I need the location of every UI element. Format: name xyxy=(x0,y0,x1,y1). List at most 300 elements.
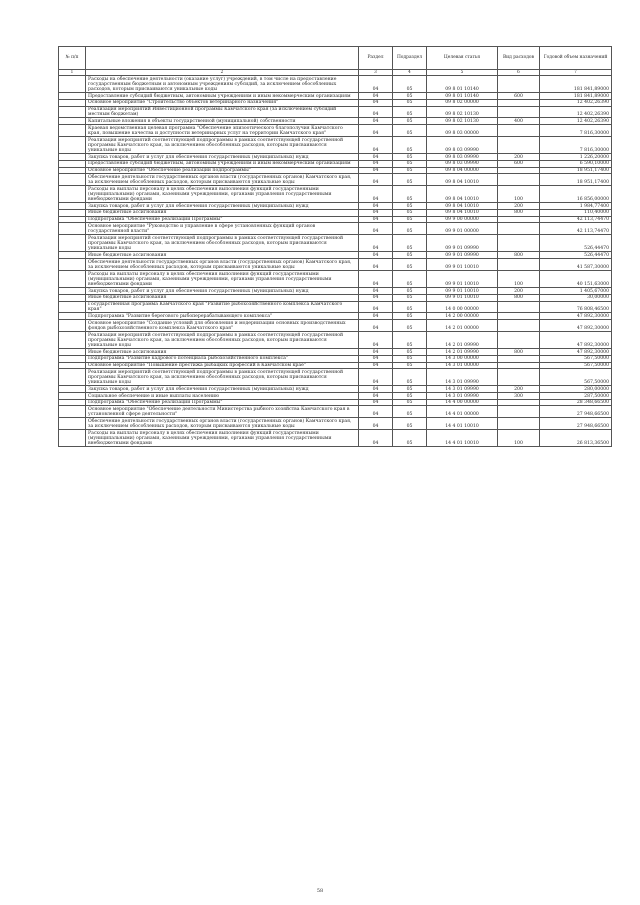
row-expense-type-cell xyxy=(498,301,540,313)
row-podrazdel-cell: 05 xyxy=(393,160,427,167)
row-podrazdel-cell: 05 xyxy=(393,369,427,386)
row-expense-type-cell: 200 xyxy=(498,386,540,393)
row-target-article-cell: 09 9 01 00000 xyxy=(427,223,498,235)
row-target-article-cell: 09 9 00 00000 xyxy=(427,216,498,223)
row-amount-cell: 47 892,30000 xyxy=(540,320,612,332)
header-number: № п/п xyxy=(59,47,86,70)
row-name-cell: Обеспечение деятельности государственных органов власти (государственных органов) Камчатского края, за исключением обособленных расходов, которым присваиваются уникальные коды xyxy=(86,174,359,186)
row-number-cell xyxy=(59,271,86,288)
row-name-cell: Закупка товаров, работ и услуг для обеспечения государственных (муниципальных) нужд xyxy=(86,203,359,210)
header-target-article: Целевая статья xyxy=(427,47,498,70)
row-amount-cell: 181 841,89000 xyxy=(540,93,612,100)
row-podrazdel-cell: 05 xyxy=(393,209,427,216)
row-number-cell xyxy=(59,137,86,154)
row-podrazdel-cell: 05 xyxy=(393,76,427,93)
table-row xyxy=(59,313,612,320)
row-target-article-cell: 09 9 01 10010 xyxy=(427,288,498,295)
row-podrazdel-cell: 05 xyxy=(393,393,427,400)
row-target-article-cell: 14 4 00 00000 xyxy=(427,399,498,406)
row-name-cell: Реализация мероприятий соответствующей подпрограммы в рамках соответствующей государственной программы Камчатского края, за исключением обособленных расходов, которым присваиваются уникальные коды xyxy=(86,369,359,386)
row-expense-type-cell xyxy=(498,406,540,418)
row-amount-cell: 47 892,30000 xyxy=(540,349,612,356)
row-amount-cell: 12 402,26390 xyxy=(540,118,612,125)
table-row xyxy=(59,203,612,210)
row-number-cell xyxy=(59,154,86,161)
row-number-cell xyxy=(59,301,86,313)
budget-table-page xyxy=(58,46,611,447)
row-target-article-cell: 09 8 04 10010 xyxy=(427,186,498,203)
row-razdel-cell: 04 xyxy=(359,223,393,235)
row-name-cell: Основное мероприятие "Руководство и управление в сфере установленных функций органов государственной власти" xyxy=(86,223,359,235)
row-expense-type-cell xyxy=(498,259,540,271)
table-row xyxy=(59,294,612,301)
row-number-cell xyxy=(59,216,86,223)
row-razdel-cell: 04 xyxy=(359,313,393,320)
row-razdel-cell: 04 xyxy=(359,386,393,393)
row-razdel-cell: 04 xyxy=(359,406,393,418)
row-number-cell xyxy=(59,406,86,418)
row-expense-type-cell: 100 xyxy=(498,271,540,288)
row-expense-type-cell: 200 xyxy=(498,154,540,161)
row-expense-type-cell xyxy=(498,137,540,154)
row-number-cell xyxy=(59,209,86,216)
table-row xyxy=(59,154,612,161)
row-podrazdel-cell: 05 xyxy=(393,313,427,320)
row-podrazdel-cell: 05 xyxy=(393,362,427,369)
row-expense-type-cell: 800 xyxy=(498,209,540,216)
row-name-cell: Предоставление субсидий бюджетным, автономным учреждениям и иным некоммерческим организациям xyxy=(86,93,359,100)
row-podrazdel-cell: 05 xyxy=(393,259,427,271)
row-razdel-cell: 04 xyxy=(359,154,393,161)
row-razdel-cell: 04 xyxy=(359,186,393,203)
row-amount-cell: 6 590,10000 xyxy=(540,160,612,167)
table-row xyxy=(59,288,612,295)
row-target-article-cell: 14 2 01 09990 xyxy=(427,332,498,349)
row-amount-cell: 30,00000 xyxy=(540,294,612,301)
row-razdel-cell: 04 xyxy=(359,399,393,406)
header-podrazdel: Подраздел xyxy=(393,47,427,70)
row-razdel-cell: 04 xyxy=(359,393,393,400)
row-number-cell xyxy=(59,313,86,320)
row-razdel-cell: 04 xyxy=(359,93,393,100)
table-row xyxy=(59,349,612,356)
row-podrazdel-cell: 05 xyxy=(393,271,427,288)
row-razdel-cell: 04 xyxy=(359,203,393,210)
row-podrazdel-cell: 05 xyxy=(393,399,427,406)
row-target-article-cell: 14 3 01 09990 xyxy=(427,393,498,400)
row-podrazdel-cell: 05 xyxy=(393,386,427,393)
row-name-cell: Подпрограмма "Обеспечение реализации Программы" xyxy=(86,399,359,406)
table-row xyxy=(59,386,612,393)
table-row xyxy=(59,320,612,332)
row-razdel-cell: 04 xyxy=(359,349,393,356)
row-razdel-cell: 04 xyxy=(359,216,393,223)
row-amount-cell: 1 226,20000 xyxy=(540,154,612,161)
table-row xyxy=(59,118,612,125)
table-row xyxy=(59,216,612,223)
row-name-cell: Основное мероприятие "Создание условий для обновления и модернизации основных производственных фондов рыбохозяйственного комплекса Камчатского края" xyxy=(86,320,359,332)
page-number: 58 xyxy=(316,888,324,894)
row-expense-type-cell: 200 xyxy=(498,288,540,295)
row-razdel-cell: 04 xyxy=(359,106,393,118)
row-podrazdel-cell: 05 xyxy=(393,174,427,186)
row-razdel-cell: 04 xyxy=(359,332,393,349)
header-razdel: Раздел xyxy=(359,47,393,70)
row-target-article-cell: 09 8 04 10010 xyxy=(427,203,498,210)
table-row xyxy=(59,93,612,100)
row-expense-type-cell xyxy=(498,106,540,118)
row-number-cell xyxy=(59,203,86,210)
row-razdel-cell: 04 xyxy=(359,174,393,186)
row-number-cell xyxy=(59,160,86,167)
row-amount-cell: 1 405,67000 xyxy=(540,288,612,295)
row-podrazdel-cell: 05 xyxy=(393,137,427,154)
row-razdel-cell: 04 xyxy=(359,320,393,332)
table-row xyxy=(59,76,612,93)
header-expense-type: Вид расходов xyxy=(498,47,540,70)
row-name-cell: Предоставление субсидий бюджетным, автономным учреждениям и иным некоммерческим организациям xyxy=(86,160,359,167)
table-row xyxy=(59,223,612,235)
row-target-article-cell: 09 8 03 09990 xyxy=(427,154,498,161)
table-row xyxy=(59,137,612,154)
row-expense-type-cell xyxy=(498,99,540,106)
header-name xyxy=(86,47,359,70)
row-number-cell xyxy=(59,288,86,295)
table-row xyxy=(59,259,612,271)
row-number-cell xyxy=(59,223,86,235)
table-row xyxy=(59,235,612,252)
row-expense-type-cell: 800 xyxy=(498,349,540,356)
row-target-article-cell: 09 8 03 09990 xyxy=(427,137,498,154)
row-podrazdel-cell: 05 xyxy=(393,106,427,118)
row-target-article-cell: 14 4 01 00000 xyxy=(427,406,498,418)
row-expense-type-cell xyxy=(498,313,540,320)
row-amount-cell: 7 816,30000 xyxy=(540,125,612,137)
row-podrazdel-cell: 05 xyxy=(393,118,427,125)
row-amount-cell: 18 951,17400 xyxy=(540,174,612,186)
table-row xyxy=(59,393,612,400)
row-expense-type-cell xyxy=(498,167,540,174)
row-expense-type-cell: 600 xyxy=(498,93,540,100)
row-target-article-cell: 14 2 01 00000 xyxy=(427,320,498,332)
row-podrazdel-cell: 05 xyxy=(393,430,427,447)
row-name-cell: Реализация мероприятий Инвестиционной программы Камчатского края (за исключением субсидий местным бюджетам) xyxy=(86,106,359,118)
row-podrazdel-cell: 05 xyxy=(393,154,427,161)
row-razdel-cell: 04 xyxy=(359,294,393,301)
table-row xyxy=(59,301,612,313)
row-amount-cell: 12 402,26390 xyxy=(540,106,612,118)
row-number-cell xyxy=(59,259,86,271)
row-name-cell: Основное мероприятие "Строительство объектов ветеринарного назначения" xyxy=(86,99,359,106)
table-row xyxy=(59,355,612,362)
row-podrazdel-cell: 05 xyxy=(393,223,427,235)
row-target-article-cell: 14 2 00 00000 xyxy=(427,313,498,320)
row-number-cell xyxy=(59,393,86,400)
row-name-cell: Обеспечение деятельности государственных органов власти (государственных органов) Камчатского края, за исключением обособленных расходов, которым присваиваются уникальные коды xyxy=(86,418,359,430)
row-target-article-cell: 09 8 04 10010 xyxy=(427,174,498,186)
row-target-article-cell: 14 2 01 09990 xyxy=(427,349,498,356)
row-amount-cell: 280,00000 xyxy=(540,386,612,393)
row-name-cell: Краевая ведомственная целевая программа "Обеспечение эпизоотического благополучия Камчатского края, повышение качества и доступности ветеринарных услуг на территории Камчатского края" xyxy=(86,125,359,137)
row-amount-cell: 287,50000 xyxy=(540,393,612,400)
table-row xyxy=(59,252,612,259)
row-podrazdel-cell: 05 xyxy=(393,332,427,349)
row-target-article-cell: 14 3 01 09990 xyxy=(427,386,498,393)
row-number-cell xyxy=(59,118,86,125)
row-razdel-cell: 04 xyxy=(359,430,393,447)
row-amount-cell: 567,50000 xyxy=(540,362,612,369)
column-number: 2 xyxy=(86,70,359,76)
row-amount-cell: 47 892,30000 xyxy=(540,313,612,320)
row-amount-cell: 526,44470 xyxy=(540,235,612,252)
row-amount-cell: 110,40000 xyxy=(540,209,612,216)
row-amount-cell: 567,50000 xyxy=(540,355,612,362)
row-razdel-cell: 04 xyxy=(359,76,393,93)
row-name-cell: Расходы на выплаты персоналу в целях обеспечения выполнения функций государственными (муниципальными) органами, казенными учреждениями, органами управления государственными внебюджетными фондами xyxy=(86,430,359,447)
row-podrazdel-cell: 05 xyxy=(393,320,427,332)
row-name-cell: Социальное обеспечение и иные выплаты населению xyxy=(86,393,359,400)
row-name-cell: Государственная программа Камчатского края "Развитие рыбохозяйственного комплекса Камчатского края" xyxy=(86,301,359,313)
row-amount-cell: 26 813,36500 xyxy=(540,430,612,447)
row-target-article-cell: 09 8 02 00000 xyxy=(427,99,498,106)
row-podrazdel-cell: 05 xyxy=(393,99,427,106)
row-expense-type-cell xyxy=(498,369,540,386)
row-expense-type-cell: 600 xyxy=(498,160,540,167)
row-podrazdel-cell: 05 xyxy=(393,167,427,174)
row-name-cell: Расходы на выплаты персоналу в целях обеспечения выполнения функций государственными (муниципальными) органами, казенными учреждениями, органами управления государственными внебюджетными фондами xyxy=(86,271,359,288)
row-target-article-cell: 09 9 01 10010 xyxy=(427,271,498,288)
row-expense-type-cell xyxy=(498,418,540,430)
header-annual-amount: Годовой объем назначений xyxy=(540,47,612,70)
row-razdel-cell: 04 xyxy=(359,167,393,174)
table-row xyxy=(59,174,612,186)
row-target-article-cell: 14 4 01 10010 xyxy=(427,430,498,447)
row-amount-cell: 181 841,89000 xyxy=(540,76,612,93)
row-number-cell xyxy=(59,399,86,406)
row-target-article-cell: 09 8 01 10140 xyxy=(427,76,498,93)
table-row xyxy=(59,209,612,216)
row-target-article-cell: 14 3 00 00000 xyxy=(427,355,498,362)
row-number-cell xyxy=(59,349,86,356)
row-expense-type-cell xyxy=(498,355,540,362)
row-expense-type-cell: 200 xyxy=(498,203,540,210)
row-amount-cell: 16 856,00000 xyxy=(540,186,612,203)
row-target-article-cell: 09 9 01 10010 xyxy=(427,294,498,301)
row-number-cell xyxy=(59,174,86,186)
row-target-article-cell: 14 3 01 00000 xyxy=(427,362,498,369)
row-number-cell xyxy=(59,362,86,369)
row-number-cell xyxy=(59,235,86,252)
row-amount-cell: 1 984,77400 xyxy=(540,203,612,210)
row-podrazdel-cell: 05 xyxy=(393,216,427,223)
column-number: 7 xyxy=(540,70,612,76)
row-podrazdel-cell: 05 xyxy=(393,235,427,252)
row-expense-type-cell: 800 xyxy=(498,294,540,301)
row-name-cell: Основное мероприятие "Повышение престижа рыбацких профессий в Камчатском крае" xyxy=(86,362,359,369)
column-number: 6 xyxy=(498,70,540,76)
table-row xyxy=(59,167,612,174)
row-number-cell xyxy=(59,369,86,386)
row-expense-type-cell xyxy=(498,332,540,349)
row-number-cell xyxy=(59,332,86,349)
row-name-cell: Расходы на обеспечение деятельности (оказание услуг) учреждений, в том числе на предоставление государственным бюджетным и автономным учреждениям субсидий, за исключением обособленных расходов, которым присваиваются уникальные коды xyxy=(86,76,359,93)
row-name-cell: Основное мероприятие "Обеспечение реализации подпрограммы" xyxy=(86,167,359,174)
row-number-cell xyxy=(59,355,86,362)
row-razdel-cell: 04 xyxy=(359,118,393,125)
row-expense-type-cell: 800 xyxy=(498,252,540,259)
row-expense-type-cell xyxy=(498,125,540,137)
row-podrazdel-cell: 05 xyxy=(393,294,427,301)
row-podrazdel-cell: 05 xyxy=(393,125,427,137)
row-razdel-cell: 04 xyxy=(359,99,393,106)
row-target-article-cell: 09 8 02 10130 xyxy=(427,106,498,118)
row-podrazdel-cell: 05 xyxy=(393,301,427,313)
row-target-article-cell: 09 8 03 00000 xyxy=(427,125,498,137)
row-amount-cell: 42 113,74470 xyxy=(540,216,612,223)
row-number-cell xyxy=(59,125,86,137)
row-expense-type-cell: 100 xyxy=(498,186,540,203)
table-row xyxy=(59,125,612,137)
row-name-cell: Подпрограмма "Обеспечение реализации Программы" xyxy=(86,216,359,223)
table-row xyxy=(59,406,612,418)
table-row xyxy=(59,160,612,167)
row-target-article-cell: 09 8 02 10130 xyxy=(427,118,498,125)
row-name-cell: Иные бюджетные ассигнования xyxy=(86,349,359,356)
row-target-article-cell: 14 0 00 00000 xyxy=(427,301,498,313)
row-razdel-cell: 04 xyxy=(359,301,393,313)
row-amount-cell: 18 951,17400 xyxy=(540,167,612,174)
row-name-cell: Иные бюджетные ассигнования xyxy=(86,294,359,301)
row-razdel-cell: 04 xyxy=(359,418,393,430)
table-row xyxy=(59,418,612,430)
row-amount-cell: 7 816,30000 xyxy=(540,137,612,154)
row-expense-type-cell xyxy=(498,174,540,186)
column-number: 5 xyxy=(427,70,498,76)
row-razdel-cell: 04 xyxy=(359,252,393,259)
row-number-cell xyxy=(59,167,86,174)
row-number-cell xyxy=(59,93,86,100)
row-podrazdel-cell: 05 xyxy=(393,93,427,100)
table-row xyxy=(59,99,612,106)
row-expense-type-cell xyxy=(498,76,540,93)
row-podrazdel-cell: 05 xyxy=(393,418,427,430)
row-razdel-cell: 04 xyxy=(359,160,393,167)
row-name-cell: Закупка товаров, работ и услуг для обеспечения государственных (муниципальных) нужд xyxy=(86,288,359,295)
column-number: 3 xyxy=(359,70,393,76)
row-razdel-cell: 04 xyxy=(359,259,393,271)
row-razdel-cell: 04 xyxy=(359,125,393,137)
row-target-article-cell: 14 3 01 09990 xyxy=(427,369,498,386)
row-amount-cell: 12 402,26390 xyxy=(540,99,612,106)
row-name-cell: Основное мероприятие "Обеспечение деятельности Министерства рыбного хозяйства Камчатского края в установленной сфере деятельности" xyxy=(86,406,359,418)
row-name-cell: Реализация мероприятий соответствующей подпрограммы в рамках соответствующей государственной программы Камчатского края, за исключением обособленных расходов, которым присваиваются уникальные коды xyxy=(86,137,359,154)
row-podrazdel-cell: 05 xyxy=(393,349,427,356)
row-name-cell: Закупка товаров, работ и услуг для обеспечения государственных (муниципальных) нужд xyxy=(86,154,359,161)
table-row xyxy=(59,271,612,288)
row-expense-type-cell xyxy=(498,216,540,223)
row-razdel-cell: 04 xyxy=(359,369,393,386)
row-amount-cell: 27 948,66500 xyxy=(540,406,612,418)
row-number-cell xyxy=(59,106,86,118)
row-target-article-cell: 09 9 01 10010 xyxy=(427,259,498,271)
row-number-cell xyxy=(59,386,86,393)
table-row xyxy=(59,399,612,406)
row-target-article-cell: 09 8 01 10140 xyxy=(427,93,498,100)
row-target-article-cell: 09 9 01 09990 xyxy=(427,235,498,252)
row-number-cell xyxy=(59,99,86,106)
row-name-cell: Обеспечение деятельности государственных органов власти (государственных органов) Камчатского края, за исключением обособленных расходов, которым присваиваются уникальные коды xyxy=(86,259,359,271)
budget-table xyxy=(58,46,612,447)
row-number-cell xyxy=(59,294,86,301)
row-number-cell xyxy=(59,320,86,332)
row-target-article-cell: 09 8 04 10010 xyxy=(427,209,498,216)
row-name-cell: Подпрограмма "Развитие кадрового потенциала рыбохозяйственного комплекса" xyxy=(86,355,359,362)
row-amount-cell: 42 113,74470 xyxy=(540,223,612,235)
row-podrazdel-cell: 05 xyxy=(393,186,427,203)
column-number: 4 xyxy=(393,70,427,76)
row-razdel-cell: 04 xyxy=(359,271,393,288)
row-target-article-cell: 14 4 01 10010 xyxy=(427,418,498,430)
row-podrazdel-cell: 05 xyxy=(393,406,427,418)
row-expense-type-cell xyxy=(498,320,540,332)
row-podrazdel-cell: 05 xyxy=(393,203,427,210)
row-amount-cell: 41 587,30000 xyxy=(540,259,612,271)
row-razdel-cell: 04 xyxy=(359,137,393,154)
row-amount-cell: 526,44470 xyxy=(540,252,612,259)
table-row xyxy=(59,430,612,447)
row-podrazdel-cell: 05 xyxy=(393,252,427,259)
row-expense-type-cell xyxy=(498,362,540,369)
row-number-cell xyxy=(59,418,86,430)
row-name-cell: Капитальные вложения в объекты государственной (муниципальной) собственности xyxy=(86,118,359,125)
row-name-cell: Иные бюджетные ассигнования xyxy=(86,209,359,216)
row-name-cell: Закупка товаров, работ и услуг для обеспечения государственных (муниципальных) нужд xyxy=(86,386,359,393)
table-row xyxy=(59,369,612,386)
row-number-cell xyxy=(59,76,86,93)
row-amount-cell: 47 892,30000 xyxy=(540,332,612,349)
row-number-cell xyxy=(59,430,86,447)
row-amount-cell: 40 151,63000 xyxy=(540,271,612,288)
row-razdel-cell: 04 xyxy=(359,288,393,295)
row-razdel-cell: 04 xyxy=(359,235,393,252)
row-amount-cell: 27 948,66500 xyxy=(540,418,612,430)
row-target-article-cell: 09 8 04 00000 xyxy=(427,167,498,174)
column-number: 1 xyxy=(59,70,86,76)
table-row xyxy=(59,332,612,349)
row-amount-cell: 76 808,46500 xyxy=(540,301,612,313)
table-body xyxy=(59,76,612,447)
row-expense-type-cell: 300 xyxy=(498,393,540,400)
row-name-cell: Реализация мероприятий соответствующей подпрограммы в рамках соответствующей государственной программы Камчатского края, за исключением обособленных расходов, которым присваиваются уникальные коды xyxy=(86,332,359,349)
row-expense-type-cell xyxy=(498,223,540,235)
row-razdel-cell: 04 xyxy=(359,355,393,362)
row-podrazdel-cell: 05 xyxy=(393,355,427,362)
row-amount-cell: 567,50000 xyxy=(540,369,612,386)
row-target-article-cell: 09 8 03 09990 xyxy=(427,160,498,167)
row-razdel-cell: 04 xyxy=(359,362,393,369)
row-name-cell: Реализация мероприятий соответствующей подпрограммы в рамках соответствующей государственной программы Камчатского края, за исключением обособленных расходов, которым присваиваются уникальные коды xyxy=(86,235,359,252)
row-name-cell: Подпрограмма "Развитие берегового рыбоперерабатывающего комплекса" xyxy=(86,313,359,320)
row-expense-type-cell: 100 xyxy=(498,430,540,447)
row-expense-type-cell xyxy=(498,399,540,406)
row-name-cell: Иные бюджетные ассигнования xyxy=(86,252,359,259)
table-row xyxy=(59,106,612,118)
row-number-cell xyxy=(59,186,86,203)
row-name-cell: Расходы на выплаты персоналу в целях обеспечения выполнения функций государственными (муниципальными) органами, казенными учреждениями, органами управления государственными внебюджетными фондами xyxy=(86,186,359,203)
row-amount-cell: 28 348,66500 xyxy=(540,399,612,406)
table-row xyxy=(59,362,612,369)
row-target-article-cell: 09 9 01 09990 xyxy=(427,252,498,259)
